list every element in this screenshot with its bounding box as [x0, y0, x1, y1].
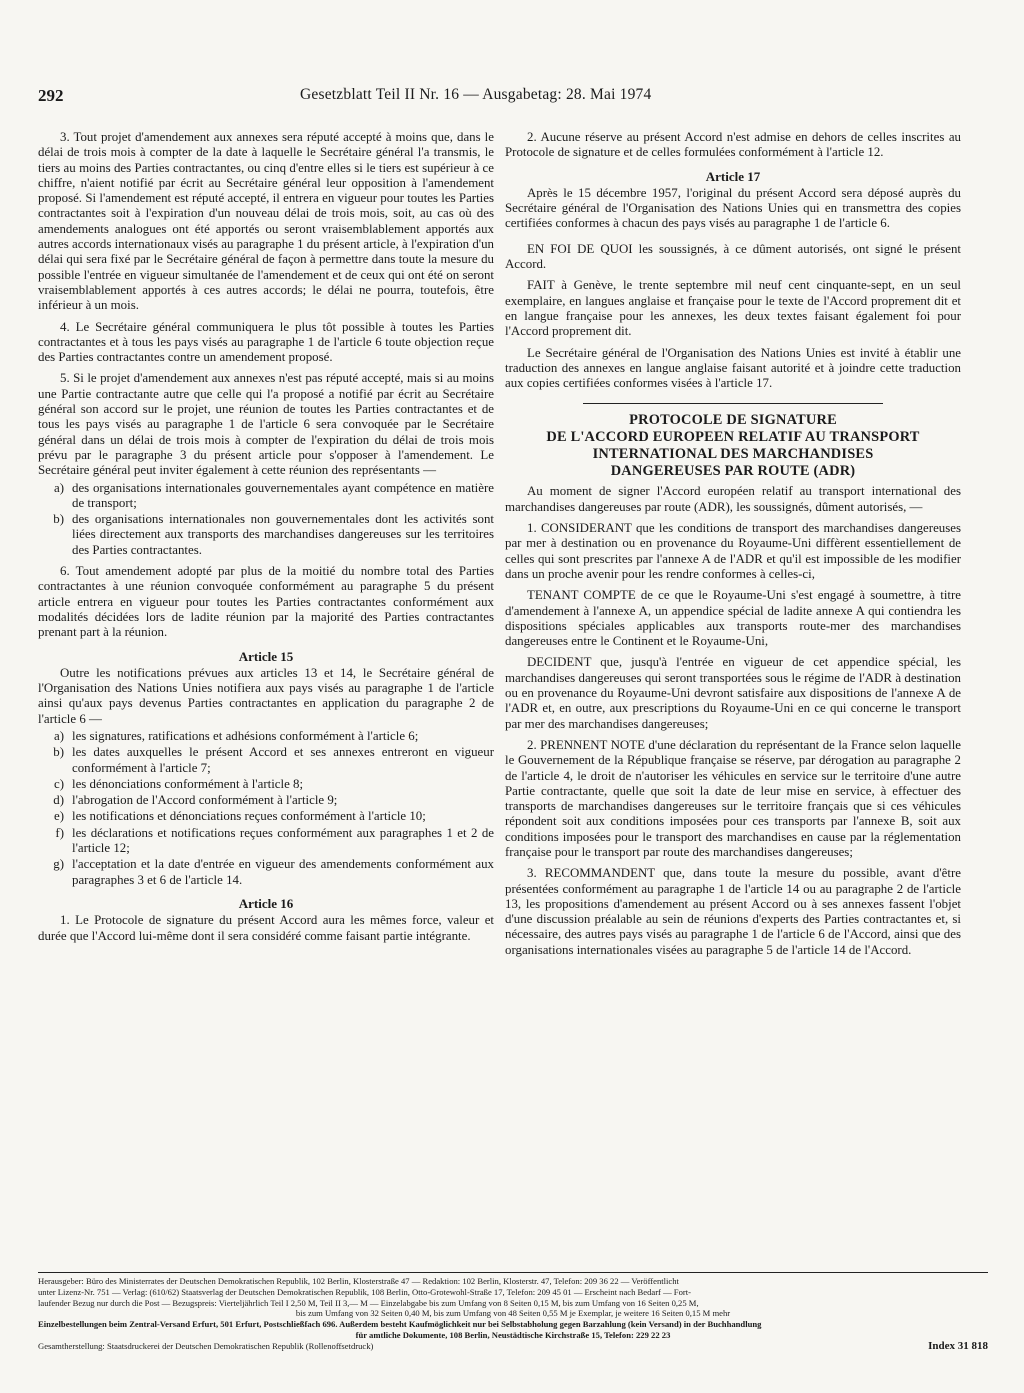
list-item: a) des organisations internationales gouvernementales ayant compétence en matière de transport; [53, 480, 494, 510]
right-column [505, 130, 961, 964]
paragraph-3: 3. Tout projet d'amendement aux annexes sera réputé accepté à moins que, dans le délai de trois mois à compter de la date à laquelle le Secrétaire général l'a transmis, le tiers au moins des Parties contractantes, ou cinq d'entre elles si le tiers est supérieur à ce chiffre, n'aient notifié par écrit au Secrétaire général leur opposition à l'amendement proposé. Si l'amendement est réputé accepté, il entrera en vigueur pour toutes les Parties contractantes soit à l'expiration d'un nouveau délai de trois mois, soit, au cas où des amendements analogues ont été apportés ou seront vraisemblablement apportés aux autres accords internationaux visés au paragraphe 1 du présent article, à l'expiration d'un délai qui sera fixé par le Secrétaire général de façon à permettre dans toute la mesure du possible l'entrée en vigueur simultanée de l'amendement et de ceux qui ont été on seront vraisemblablement apportés à ces autres accords; le délai ne pourra, toutefois, être inférieur à un mois. [38, 130, 494, 313]
list-item: f) les déclarations et notifications reçues conformément aux paragraphes 1 et 2 de l'article 12; [55, 825, 494, 856]
index-number: Index 31 818 [928, 1340, 988, 1352]
imprint-line: bis zum Umfang von 32 Seiten 0,40 M, bis zum Umfang von 48 Seiten 0,55 M je Exemplar, je weitere 16 Seiten 0,15 M mehr [295, 1308, 731, 1319]
imprint-last-row [38, 1341, 988, 1352]
secretaire-paragraph: Le Secrétaire général de l'Organisation des Nations Unies est invité à établir une traduction des annexes en langue anglaise faisant autorité et à joindre cette traduction aux copies certifiées conformes visées à l'article 17. [505, 345, 961, 391]
list-item: d) l'abrogation de l'Accord conformément à l'article 9; [53, 793, 338, 808]
section-divider [583, 403, 883, 404]
considerant-paragraph: 1. CONSIDERANT que les conditions de transport des marchandises dangereuses par mer à destination ou en provenance du Royaume-Uni diffèrent essentiellement de celles qui sont prescrites par l'annexe A de l'ADR et qu'il est impossible de les modifier dans un proche avenir pour les rendre conformes à celles-ci, [505, 521, 961, 581]
imprint-line: laufender Bezug nur durch die Post — Bezugspreis: Vierteljährlich Teil I 2,50 M, Teil II 3,— M — Einzelabgabe bis zum Umfang von 8 Seiten 0,15 M, bis zum Umfang von 16 Seiten 0,25 M, [38, 1297, 699, 1308]
article-15-heading: Article 15 [238, 648, 294, 664]
imprint-line: Herausgeber: Büro des Ministerrates der Deutschen Demokratischen Republik, 102 Berlin, Klosterstraße 47 — Redaktion: 102 Berlin, Klosterstr. 47, Telefon: 209 36 22 — Veröffentlicht [38, 1276, 679, 1286]
imprint-footer [38, 1272, 988, 1352]
article-15-intro: Outre les notifications prévues aux articles 13 et 14, le Secrétaire général de l'Organisation des Nations Unies notifiera aux pays visés au paragraphe 1 de l'article ainsi qu'aux pays devenus Parties contractantes en application du paragraphe 2 de l'article 6 — [38, 665, 494, 726]
article-16-paragraph-2: 2. Aucune réserve au présent Accord n'est admise en dehors de celles inscrites au Protocole de signature et de celles formulées conformément à l'article 12. [505, 130, 961, 160]
protocol-intro: Au moment de signer l'Accord européen relatif au transport international des marchandises dangereuses par route (ADR), les soussignés, dûment autorisés, — [505, 484, 961, 514]
en-foi-paragraph: EN FOI DE QUOI les soussignés, à ce dûment autorisés, ont signé le présent Accord. [505, 241, 961, 272]
decident-paragraph: DECIDENT que, jusqu'à l'entrée en vigueur de cet appendice spécial, les marchandises dangereuses qui seront transportées sous le régime de l'ADR à destination ou en provenance du Royaume-Uni devront satisfaire aux dispositions de l'annexe A de l'ADR et, en outre, aux prescriptions du Royaume-Uni en ce qui concerne le transport par mer des marchandises dangereuses; [505, 655, 961, 731]
article-16-paragraph-1: 1. Le Protocole de signature du présent Accord aura les mêmes force, valeur et durée que l'Accord lui-même dont il sera considéré comme faisant partie intégrante. [38, 913, 494, 943]
list-item: b) les dates auxquelles le présent Accord et ses annexes entreront en vigueur conformément à l'article 7; [53, 745, 494, 775]
list-item: c) les dénonciations conformément à l'article 8; [53, 776, 304, 791]
list-item: b) des organisations internationales non gouvernementales dont les activités sont liées directement aux transports des marchandises dangereuses sur les territoires des Parties contractantes. [53, 512, 494, 557]
imprint-line: Einzelbestellungen beim Zentral-Versand Erfurt, 501 Erfurt, Postschließfach 696. Außerdem besteht Kaufmöglichkeit nur bei Selbstabholung gegen Barzahlung (kein Versand) in der Buchhandlung [38, 1319, 762, 1330]
paragraph-5-list [38, 481, 494, 558]
paragraph-5: 5. Si le projet d'amendement aux annexes n'est pas réputé accepté, mais si au moins une Partie contractante autre que celle qui l'a proposé a notifié par écrit au Secrétaire général son accord sur le projet, une réunion de toutes les Parties contractantes et de tous les pays visés au paragraphe 1 de l'article 6 sera convoquée par le Secrétaire général dans un délai de trois mois à compter de l'expiration du délai de trois mois prévu par le paragraphe 3 du présent article pour s'opposer à l'amendement. Le Secrétaire général peut inviter également à cette réunion des représentants — [38, 371, 494, 478]
prennent-note-paragraph: 2. PRENNENT NOTE d'une déclaration du représentant de la France selon laquelle le Gouvernement de la République française se réserve, par dérogation au paragraphe 2 de l'article 4, le droit de n'autoriser les véhicules en service sur le territoire d'une autre Partie contractante, quelle que soit la date de leur mise en service, à effectuer des transports de marchandises dangereuses sur le territoire français que si ces véhicules répondent soit aux conditions imposées pour ces transports par l'annexe B, soit aux conditions imposées pour le transport des marchandises en cause par la réglementation française pour le transport par route des marchandises dangereuses; [505, 737, 961, 859]
page-header [38, 86, 988, 106]
list-item: e) les notifications et dénonciations reçues conformément à l'article 10; [53, 809, 426, 824]
fait-paragraph: FAIT à Genève, le trente septembre mil neuf cent cinquante-sept, en un seul exemplaire, en langues anglaise et française pour le texte de l'Accord proprement dit et en langue française pour les annexes, les deux textes faisant également foi pour l'Accord proprement dit. [505, 278, 961, 339]
protocol-title: PROTOCOLE DE SIGNATURE DE L'ACCORD EUROPEEN RELATIF AU TRANSPORT INTERNATIONAL DES MARCHANDISES DANGEREUSES PAR ROUTE (ADR) [546, 412, 920, 480]
article-17-heading: Article 17 [705, 168, 761, 184]
imprint-line: unter Lizenz-Nr. 751 — Verlag: (610/62) Staatsverlag der Deutschen Demokratischen Republik, 108 Berlin, Otto-Grotewohl-Straße 17, Telefon: 209 45 01 — Erscheint nach Bedarf — Fort- [38, 1286, 691, 1297]
article-17-paragraph: Après le 15 décembre 1957, l'original du présent Accord sera déposé auprès du Secrétaire général de l'Organisation des Nations Unies qui en transmettra des copies certifiées conformes à chacun des pays visés au paragraphe 1 de l'article 6. [505, 185, 961, 231]
paragraph-4: 4. Le Secrétaire général communiquera le plus tôt possible à toutes les Parties contractantes et à tous les pays visés au paragraphe 1 de l'article 6 toute objection reçue des Parties contractantes contre un amendement proposé. [38, 319, 494, 365]
page-number: 292 [38, 86, 64, 105]
recommandent-paragraph: 3. RECOMMANDENT que, dans toute la mesure du possible, avant d'être présentées conformément au paragraphe 1 de l'article 14 ou au paragraphe 2 de l'article 13, les propositions d'amendement au présent Accord ou à ses annexes fassent l'objet d'une discussion préalable au sein de réunions d'experts des Parties contractantes et, si nécessaire, des autres pays visés au paragraphe 1 de l'article 6 de l'Accord, ainsi que des organisations internationales visées au paragraphe 5 de l'article 14 de l'Accord. [505, 866, 961, 957]
left-column [38, 130, 494, 950]
paragraph-6: 6. Tout amendement adopté par plus de la moitié du nombre total des Parties contractantes à une réunion convoquée conformément au paragraphe 5 du présent article entrera en vigueur pour toutes les Parties contractantes conformément aux modalités décidées lors de ladite réunion par la majorité des Parties contractantes prenant part à la réunion. [38, 564, 494, 640]
tenant-compte-paragraph: TENANT COMPTE de ce que le Royaume-Uni s'est engagé à soumettre, à titre d'amendement à l'annexe A, un appendice spécial de ladite annexe A qui contiendra les dispositions spéciales applicables aux transports route-mer des marchandises dangereuses entre le Continent et le Royaume-Uni, [505, 588, 961, 649]
article-15-list [38, 729, 494, 888]
running-head: Gesetzblatt Teil II Nr. 16 — Ausgabetag: 28. Mai 1974 [300, 86, 652, 103]
imprint-line: für amtliche Dokumente, 108 Berlin, Neustädtische Kirchstraße 15, Telefon: 229 22 23 [355, 1329, 671, 1340]
list-item: a) les signatures, ratifications et adhésions conformément à l'article 6; [53, 728, 419, 743]
list-item: g) l'acceptation et la date d'entrée en vigueur des amendements conformément aux paragraphes 3 et 6 de l'article 14. [53, 857, 494, 887]
article-16-heading: Article 16 [238, 895, 294, 911]
imprint-line: Gesamtherstellung: Staatsdruckerei der Deutschen Demokratischen Republik (Rollenoffsetdruck) [38, 1340, 374, 1351]
